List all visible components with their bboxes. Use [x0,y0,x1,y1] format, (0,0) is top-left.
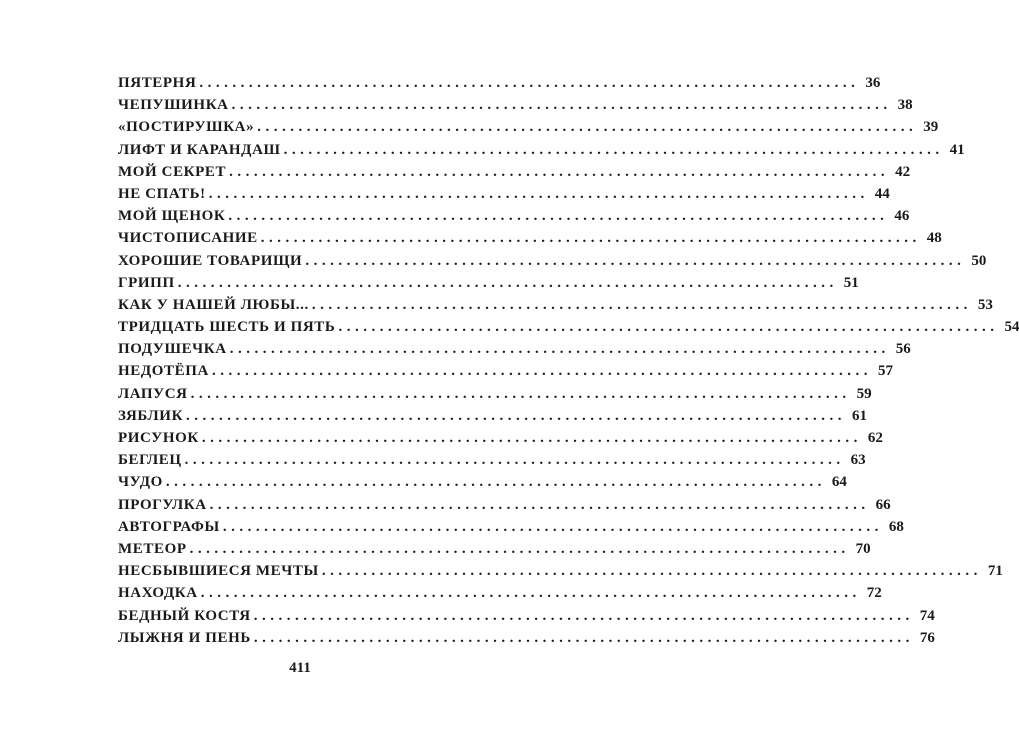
toc-entry-title: ГРИПП [118,274,175,291]
toc-entry-title: ЧЕПУШИНКА [118,97,229,114]
toc-entry-title: РИСУНОК [118,430,199,446]
toc-entry-page: 68 [888,518,904,535]
toc-entry [118,161,911,183]
toc-entry-page: 53 [977,296,993,313]
dot-leader: ................................................................................ [200,585,861,602]
toc-entry-title: ХОРОШИЕ ТОВАРИЩИ [118,252,303,269]
dot-leader: ................................................................................ [199,75,860,91]
toc-entry-title: МОЙ ЩЕНОК [118,208,226,225]
toc-entry [118,294,993,316]
toc-entry-title: НЕ СПАТЬ! [118,185,206,202]
toc-entry [118,72,881,94]
table-of-contents [118,72,1019,649]
dot-leader: ................................................................................ [231,97,892,114]
toc-entry [118,383,872,405]
dot-leader: ................................................................................ [311,296,972,313]
toc-entry [118,494,891,516]
toc-entry [118,560,1003,582]
dot-leader: ................................................................................ [222,518,883,535]
toc-entry-page: 41 [949,141,965,158]
toc-entry-page: 66 [875,496,891,513]
toc-entry-title: ПОДУШЕЧКА [118,341,227,358]
toc-entry-title: ЛИФТ И КАРАНДАШ [118,141,281,158]
toc-entry-page: 36 [865,75,881,91]
dot-leader: ................................................................................ [253,607,914,624]
dot-leader: ................................................................................ [283,141,944,158]
toc-entry-page: 71 [987,563,1003,580]
toc-entry-title: БЕГЛЕЦ [118,452,182,469]
page-number: 411 [289,660,311,676]
toc-entry-title: «ПОСТИРУШКА» [118,119,255,136]
toc-entry-title: ПРОГУЛКА [118,496,207,513]
toc-entry-title: НАХОДКА [118,585,198,602]
toc-entry-title: МЕТЕОР [118,540,187,557]
toc-entry-title: ПЯТЕРНЯ [118,75,197,91]
dot-leader: ................................................................................ [257,119,918,136]
toc-entry [118,582,882,604]
toc-entry-page: 51 [843,274,859,291]
dot-leader: ................................................................................ [321,563,982,580]
toc-entry [118,227,942,249]
toc-entry [118,139,965,161]
toc-entry-title: КАК У НАШЕЙ ЛЮБЫ... [118,296,309,313]
dot-leader: ................................................................................ [184,452,845,469]
toc-entry [118,272,859,294]
toc-entry [118,405,868,427]
toc-entry-page: 74 [919,607,935,624]
toc-entry-page: 42 [895,163,911,180]
toc-entry-page: 63 [850,452,866,469]
toc-entry-page: 54 [1004,319,1019,336]
toc-entry [118,449,866,471]
toc-entry-page: 70 [855,540,871,557]
dot-leader: ................................................................................ [338,319,999,336]
toc-entry-title: МОЙ СЕКРЕТ [118,163,227,180]
dot-leader: ................................................................................ [305,252,966,269]
toc-entry-page: 38 [897,97,913,114]
dot-leader: ................................................................................ [253,629,914,646]
dot-leader: ................................................................................ [186,407,847,424]
toc-entry-page: 64 [831,474,847,491]
dot-leader: ................................................................................ [177,274,838,291]
toc-entry [118,183,890,205]
dot-leader: ................................................................................ [229,163,890,180]
toc-entry [118,605,935,627]
toc-entry-page: 46 [894,208,910,225]
toc-entry [118,316,1019,338]
dot-leader: ................................................................................ [201,430,862,446]
toc-entry-page: 57 [877,363,893,380]
dot-leader: ................................................................................ [229,341,890,358]
dot-leader: ................................................................................ [189,540,850,557]
dot-leader: ................................................................................ [208,185,869,202]
toc-entry [118,627,935,649]
toc-entry-page: 44 [874,185,890,202]
toc-entry-title: ЧУДО [118,474,163,491]
dot-leader: ................................................................................ [209,496,870,513]
toc-entry-page: 62 [867,430,883,446]
toc-entry [118,360,893,382]
toc-entry-page: 61 [852,407,868,424]
dot-leader: ................................................................................ [228,208,889,225]
toc-entry [118,94,913,116]
dot-leader: ................................................................................ [211,363,872,380]
toc-entry-page: 76 [919,629,935,646]
toc-entry-page: 72 [866,585,882,602]
dot-leader: ................................................................................ [190,385,851,402]
toc-entry-title: АВТОГРАФЫ [118,518,220,535]
toc-entry [118,250,987,272]
toc-entry [118,538,871,560]
toc-entry-page: 39 [923,119,939,136]
toc-entry-title: НЕДОТЁПА [118,363,209,380]
toc-entry-title: ТРИДЦАТЬ ШЕСТЬ И ПЯТЬ [118,319,336,336]
dot-leader: ................................................................................ [260,230,921,247]
dot-leader: ................................................................................ [165,474,826,491]
toc-entry [118,516,904,538]
toc-entry [118,116,939,138]
toc-entry-title: НЕСБЫВШИЕСЯ МЕЧТЫ [118,563,319,580]
toc-entry-title: ЧИСТОПИСАНИЕ [118,230,258,247]
toc-entry-title: БЕДНЫЙ КОСТЯ [118,607,251,624]
toc-entry [118,338,911,360]
toc-entry-page: 59 [856,385,872,402]
toc-entry [118,471,847,493]
toc-entry-title: ЛАПУСЯ [118,385,188,402]
toc-entry-page: 48 [926,230,942,247]
toc-entry-page: 50 [971,252,987,269]
toc-entry-title: ЗЯБЛИК [118,407,184,424]
toc-entry [118,427,883,449]
toc-entry-title: ЛЫЖНЯ И ПЕНЬ [118,629,251,646]
toc-entry [118,205,910,227]
toc-entry-page: 56 [895,341,911,358]
